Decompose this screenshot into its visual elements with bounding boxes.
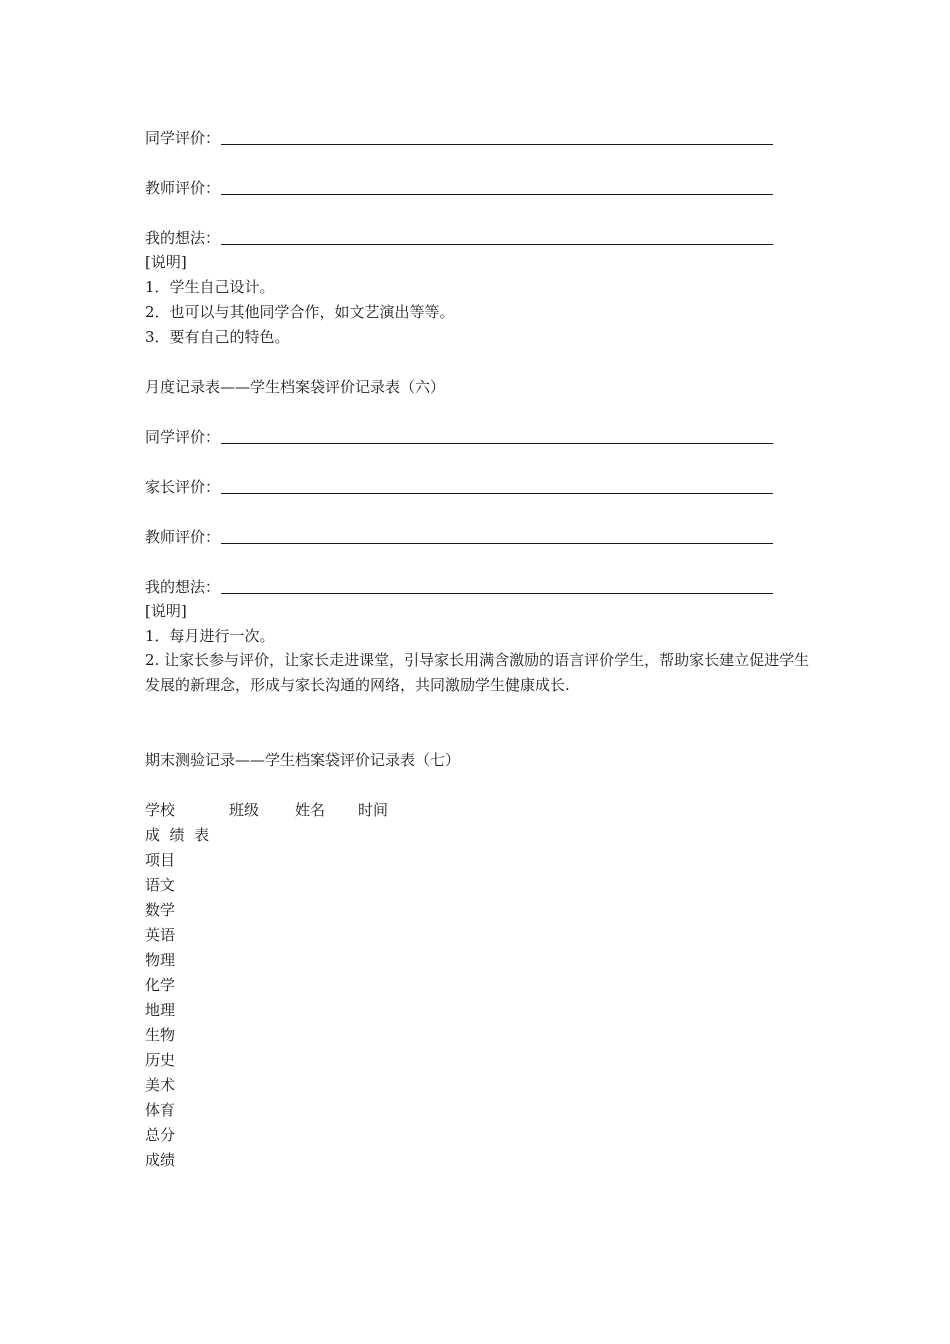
field-label: 教师评价： bbox=[145, 528, 221, 546]
table-row: 历史 bbox=[145, 1051, 176, 1069]
table-row: 生物 bbox=[145, 1026, 176, 1044]
fill-in-blank[interactable] bbox=[221, 230, 773, 245]
class-label: 班级 bbox=[229, 801, 260, 819]
teacher-review-field bbox=[145, 178, 773, 198]
fill-in-blank[interactable] bbox=[221, 529, 773, 544]
table-row: 美术 bbox=[145, 1076, 176, 1094]
peer-review-field bbox=[145, 128, 773, 148]
note-item: 1．每月进行一次。 bbox=[145, 627, 275, 645]
field-label: 我的想法： bbox=[145, 229, 221, 247]
parent-review-field bbox=[145, 477, 773, 497]
table-title: 成 绩 表 bbox=[145, 826, 210, 844]
field-label: 我的想法： bbox=[145, 578, 221, 596]
note-item: 2．也可以与其他同学合作，如文艺演出等等。 bbox=[145, 303, 455, 321]
time-label: 时间 bbox=[358, 801, 389, 819]
table-row: 体育 bbox=[145, 1101, 176, 1119]
table-row: 总分 bbox=[145, 1126, 176, 1144]
table-row: 地理 bbox=[145, 1001, 176, 1019]
fill-in-blank[interactable] bbox=[221, 479, 773, 494]
note-title: [说明] bbox=[145, 253, 187, 271]
section-title: 月度记录表——学生档案袋评价记录表（六） bbox=[145, 378, 446, 396]
teacher-review-field bbox=[145, 527, 773, 547]
fill-in-blank[interactable] bbox=[221, 429, 773, 444]
table-row: 化学 bbox=[145, 976, 176, 994]
field-label: 同学评价： bbox=[145, 428, 221, 446]
table-row: 物理 bbox=[145, 951, 176, 969]
my-thoughts-field bbox=[145, 228, 773, 248]
table-row: 数学 bbox=[145, 901, 176, 919]
fill-in-blank[interactable] bbox=[221, 130, 773, 145]
fill-in-blank[interactable] bbox=[221, 180, 773, 195]
table-row: 英语 bbox=[145, 926, 176, 944]
field-label: 家长评价： bbox=[145, 478, 221, 496]
note-item: 2. 让家长参与评价，让家长走进课堂，引导家长用满含激励的语言评价学生，帮助家长建立促进学生发展的新理念，形成与家长沟通的网络，共同激励学生健康成长. bbox=[145, 651, 810, 694]
field-label: 教师评价： bbox=[145, 179, 221, 197]
my-thoughts-field bbox=[145, 577, 773, 597]
field-label: 同学评价： bbox=[145, 129, 221, 147]
note-item: 1．学生自己设计。 bbox=[145, 278, 275, 296]
info-header-row bbox=[145, 800, 388, 820]
table-row: 语文 bbox=[145, 876, 176, 894]
table-row: 项目 bbox=[145, 851, 176, 869]
peer-review-field bbox=[145, 427, 773, 447]
school-label: 学校 bbox=[145, 801, 176, 819]
table-row: 成绩 bbox=[145, 1151, 176, 1169]
section-title: 期末测验记录——学生档案袋评价记录表（七） bbox=[145, 751, 461, 769]
fill-in-blank[interactable] bbox=[221, 579, 773, 594]
name-label: 姓名 bbox=[295, 801, 326, 819]
note-item: 3．要有自己的特色。 bbox=[145, 328, 290, 346]
note-title: [说明] bbox=[145, 602, 187, 620]
